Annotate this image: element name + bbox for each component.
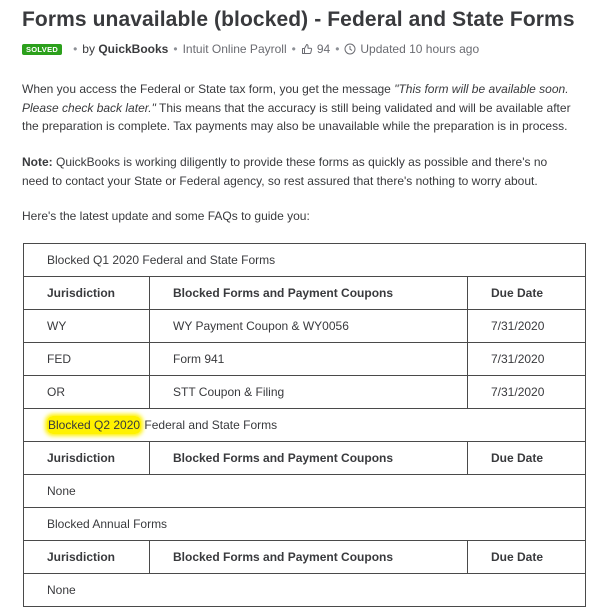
intro-quote: "This form will be available soon. Please check back later." [22, 82, 569, 115]
column-header-forms: Blocked Forms and Payment Coupons [150, 442, 468, 475]
section-title-rest: Federal and State Forms [141, 418, 278, 432]
section-title: Blocked Q1 2020 Federal and State Forms [24, 244, 586, 277]
likes-count: 94 [316, 42, 331, 56]
section-header-q2 [24, 409, 586, 442]
cell-due-date: 7/31/2020 [468, 376, 586, 409]
updated-time: Updated 10 hours ago [360, 42, 480, 56]
solved-badge: SOLVED [22, 44, 62, 55]
meta-separator: • [173, 42, 178, 56]
highlighted-text: Blocked Q2 2020 [48, 418, 141, 432]
intro-paragraph [22, 80, 572, 136]
cell-forms: Form 941 [150, 343, 468, 376]
column-header-due-date: Due Date [468, 541, 586, 574]
faq-intro: Here's the latest update and some FAQs to guide you: [22, 209, 310, 223]
cell-jurisdiction: OR [24, 376, 150, 409]
intro-text-before: When you access the Federal or State tax form, you get the message [22, 82, 395, 96]
intro-text-after: This means that the accuracy is still being validated and will be available after the preparation is complete. Tax payments may also be unavailable while the preparation is in process. [22, 100, 571, 133]
cell-due-date: 7/31/2020 [468, 343, 586, 376]
author-byline [82, 42, 168, 56]
column-header-forms: Blocked Forms and Payment Coupons [150, 541, 468, 574]
cell-jurisdiction: WY [24, 310, 150, 343]
empty-cell: None [24, 475, 586, 508]
column-header-jurisdiction: Jurisdiction [24, 277, 150, 310]
section-header-q1 [24, 244, 586, 277]
cell-due-date: 7/31/2020 [468, 310, 586, 343]
author-link[interactable]: QuickBooks [98, 42, 169, 56]
section-title: Blocked Annual Forms [24, 508, 586, 541]
column-header-jurisdiction: Jurisdiction [24, 442, 150, 475]
category-link[interactable]: Intuit Online Payroll [182, 42, 287, 56]
section-title [24, 409, 586, 442]
blocked-forms-table [23, 243, 586, 607]
column-header-row [24, 442, 586, 475]
column-header-row [24, 541, 586, 574]
meta-separator: • [73, 42, 78, 56]
column-header-jurisdiction: Jurisdiction [24, 541, 150, 574]
table-row-empty [24, 475, 586, 508]
meta-separator: • [335, 42, 340, 56]
meta-separator: • [291, 42, 296, 56]
clock-icon [344, 43, 356, 55]
column-header-due-date: Due Date [468, 277, 586, 310]
table-row [24, 310, 586, 343]
column-header-row [24, 277, 586, 310]
cell-forms: STT Coupon & Filing [150, 376, 468, 409]
column-header-forms: Blocked Forms and Payment Coupons [150, 277, 468, 310]
by-prefix: by [82, 42, 95, 56]
page-title: Forms unavailable (blocked) - Federal and State Forms [22, 8, 575, 31]
table-row [24, 376, 586, 409]
column-header-due-date: Due Date [468, 442, 586, 475]
table-row [24, 343, 586, 376]
note-text: QuickBooks is working diligently to provide these forms as quickly as possible and there's no need to contact your State or Federal agency, so rest assured that there's nothing to worry about. [22, 155, 548, 188]
thumbs-up-icon[interactable] [301, 43, 313, 55]
cell-jurisdiction: FED [24, 343, 150, 376]
note-paragraph [22, 153, 572, 190]
cell-forms: WY Payment Coupon & WY0056 [150, 310, 468, 343]
section-header-annual [24, 508, 586, 541]
table-row-empty [24, 574, 586, 607]
article-meta [22, 41, 479, 57]
note-label: Note: [22, 155, 53, 169]
empty-cell: None [24, 574, 586, 607]
